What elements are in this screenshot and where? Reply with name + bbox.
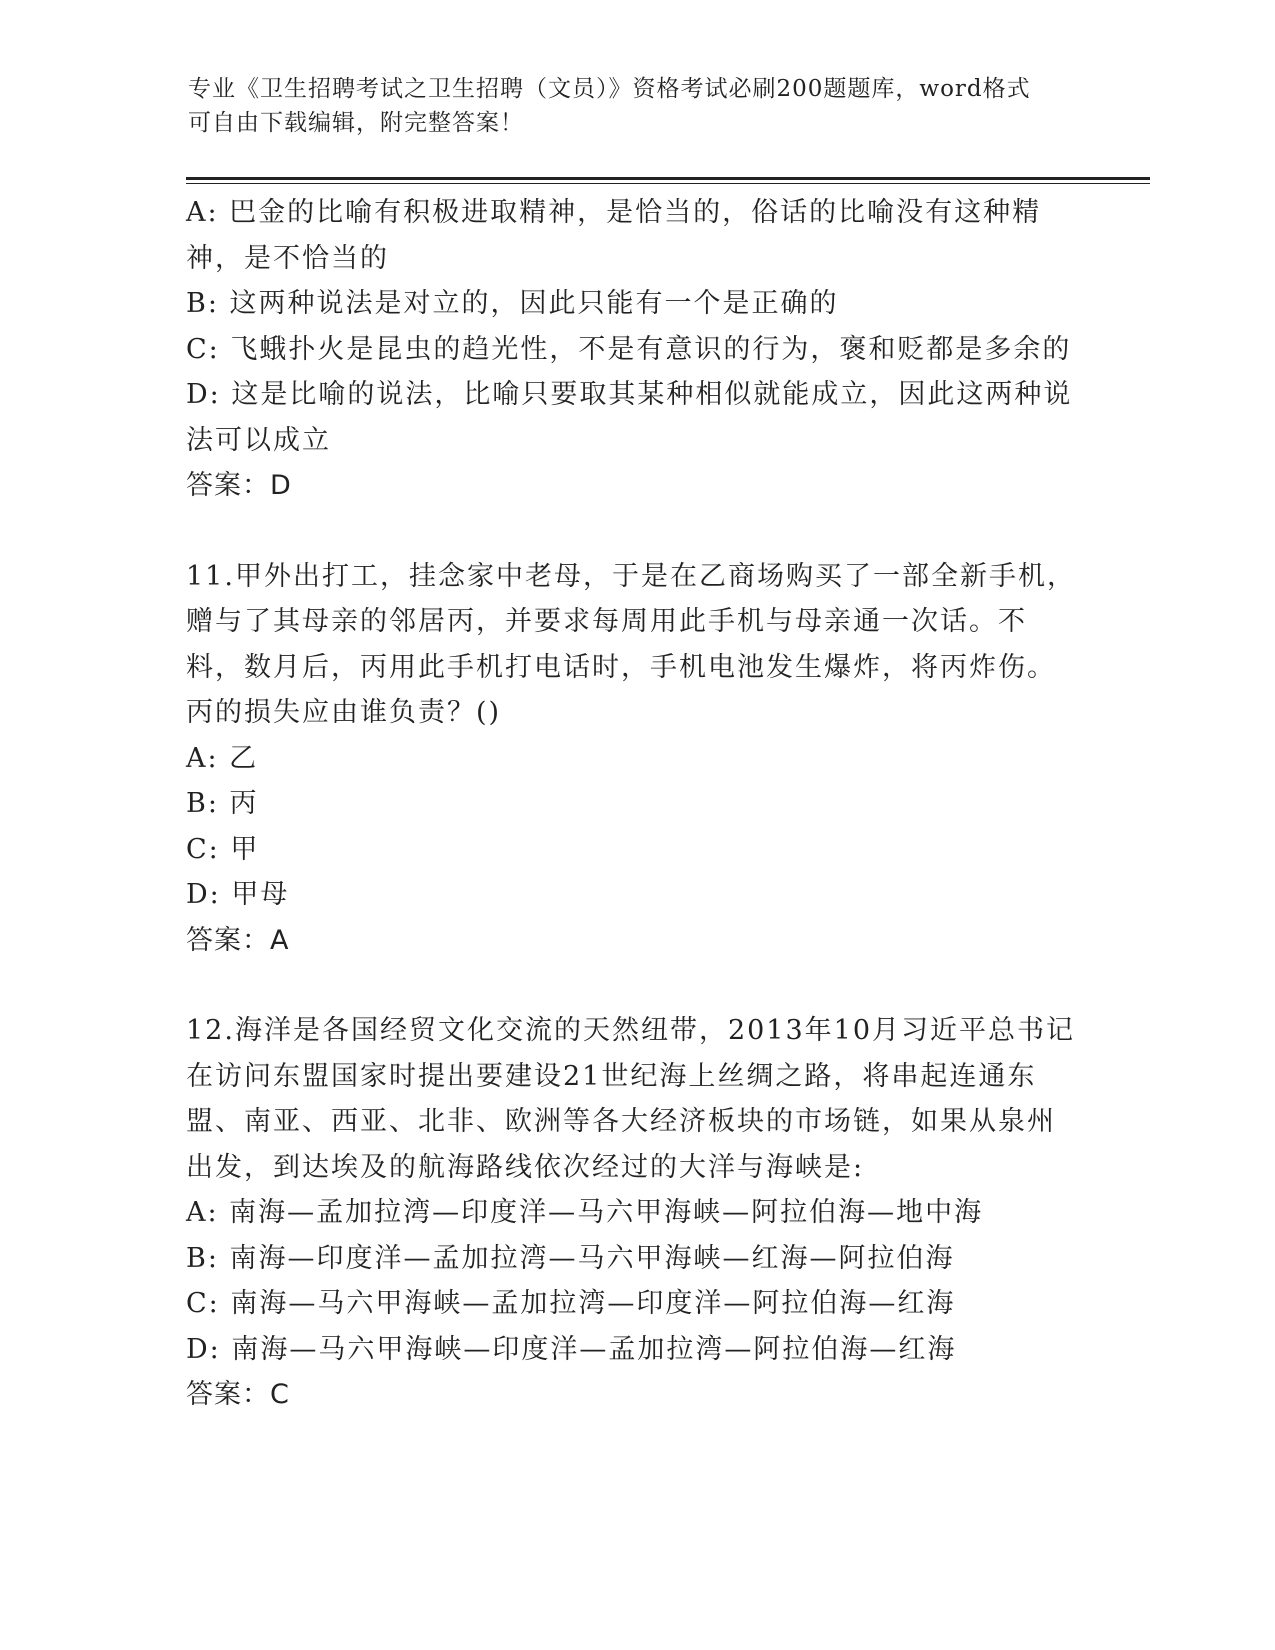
q10-option-a: A: 巴金的比喻有积极进取精神，是恰当的，俗话的比喻没有这种精神，是不恰当的 [186,197,1042,274]
q11-answer: 答案：A [186,924,290,956]
q11-stem: 11.甲外出打工，挂念家中老母，于是在乙商场购买了一部全新手机，赠与了其母亲的邻居丙，并要求每周用此手机与母亲通一次话。不料，数月后，丙用此手机打电话时，手机电池发生爆炸，将丙炸伤。丙的损失应由谁负责？() [186,560,1076,728]
q10-option-b: B: 这两种说法是对立的，因此只能有一个是正确的 [186,288,839,319]
question-11-block [186,554,1076,964]
q11-option-a: A: 乙 [186,742,259,774]
q11-option-c: C: 甲 [186,833,260,865]
header-line-1: 专业《卫生招聘考试之卫生招聘（文员）》资格考试必刷200题题库，word格式 [188,76,1031,102]
header-divider-thick [186,177,1150,180]
q10-option-d: D: 这是比喻的说法，比喻只要取其某种相似就能成立，因此这两种说法可以成立 [186,379,1073,456]
q12-answer: 答案：C [186,1379,290,1410]
q12-option-a: A: 南海—孟加拉湾—印度洋—马六甲海峡—阿拉伯海—地中海 [186,1197,984,1228]
document-body [186,190,1076,1418]
q11-option-b: B: 丙 [186,788,259,819]
question-10-block [186,190,1076,509]
q12-option-c: C: 南海—马六甲海峡—孟加拉湾—印度洋—阿拉伯海—红海 [186,1288,956,1319]
question-12-block [186,1008,1076,1418]
spacer [186,963,1076,1008]
header-line-2: 可自由下载编辑，附完整答案！ [188,110,524,136]
q12-option-b: B: 南海—印度洋—孟加拉湾—马六甲海峡—红海—阿拉伯海 [186,1242,955,1274]
q12-stem: 12.海洋是各国经贸文化交流的天然纽带，2013年10月习近平总书记在访问东盟国家时提出要建设21世纪海上丝绸之路，将串起连通东盟、南亚、西亚、北非、欧洲等各大经济板块的市场链，如果从泉州出发，到达埃及的航海路线依次经过的大洋与海峡是: [186,1015,1076,1183]
q12-option-d: D: 南海—马六甲海峡—印度洋—孟加拉湾—阿拉伯海—红海 [186,1333,957,1365]
q11-option-d: D: 甲母 [186,879,290,910]
q10-answer: 答案：D [186,470,292,501]
q10-option-c: C: 飞蛾扑火是昆虫的趋光性，不是有意识的行为，褒和贬都是多余的 [186,333,1072,365]
page-header [188,72,1068,140]
header-divider-thin [186,183,1150,184]
spacer [186,509,1076,554]
